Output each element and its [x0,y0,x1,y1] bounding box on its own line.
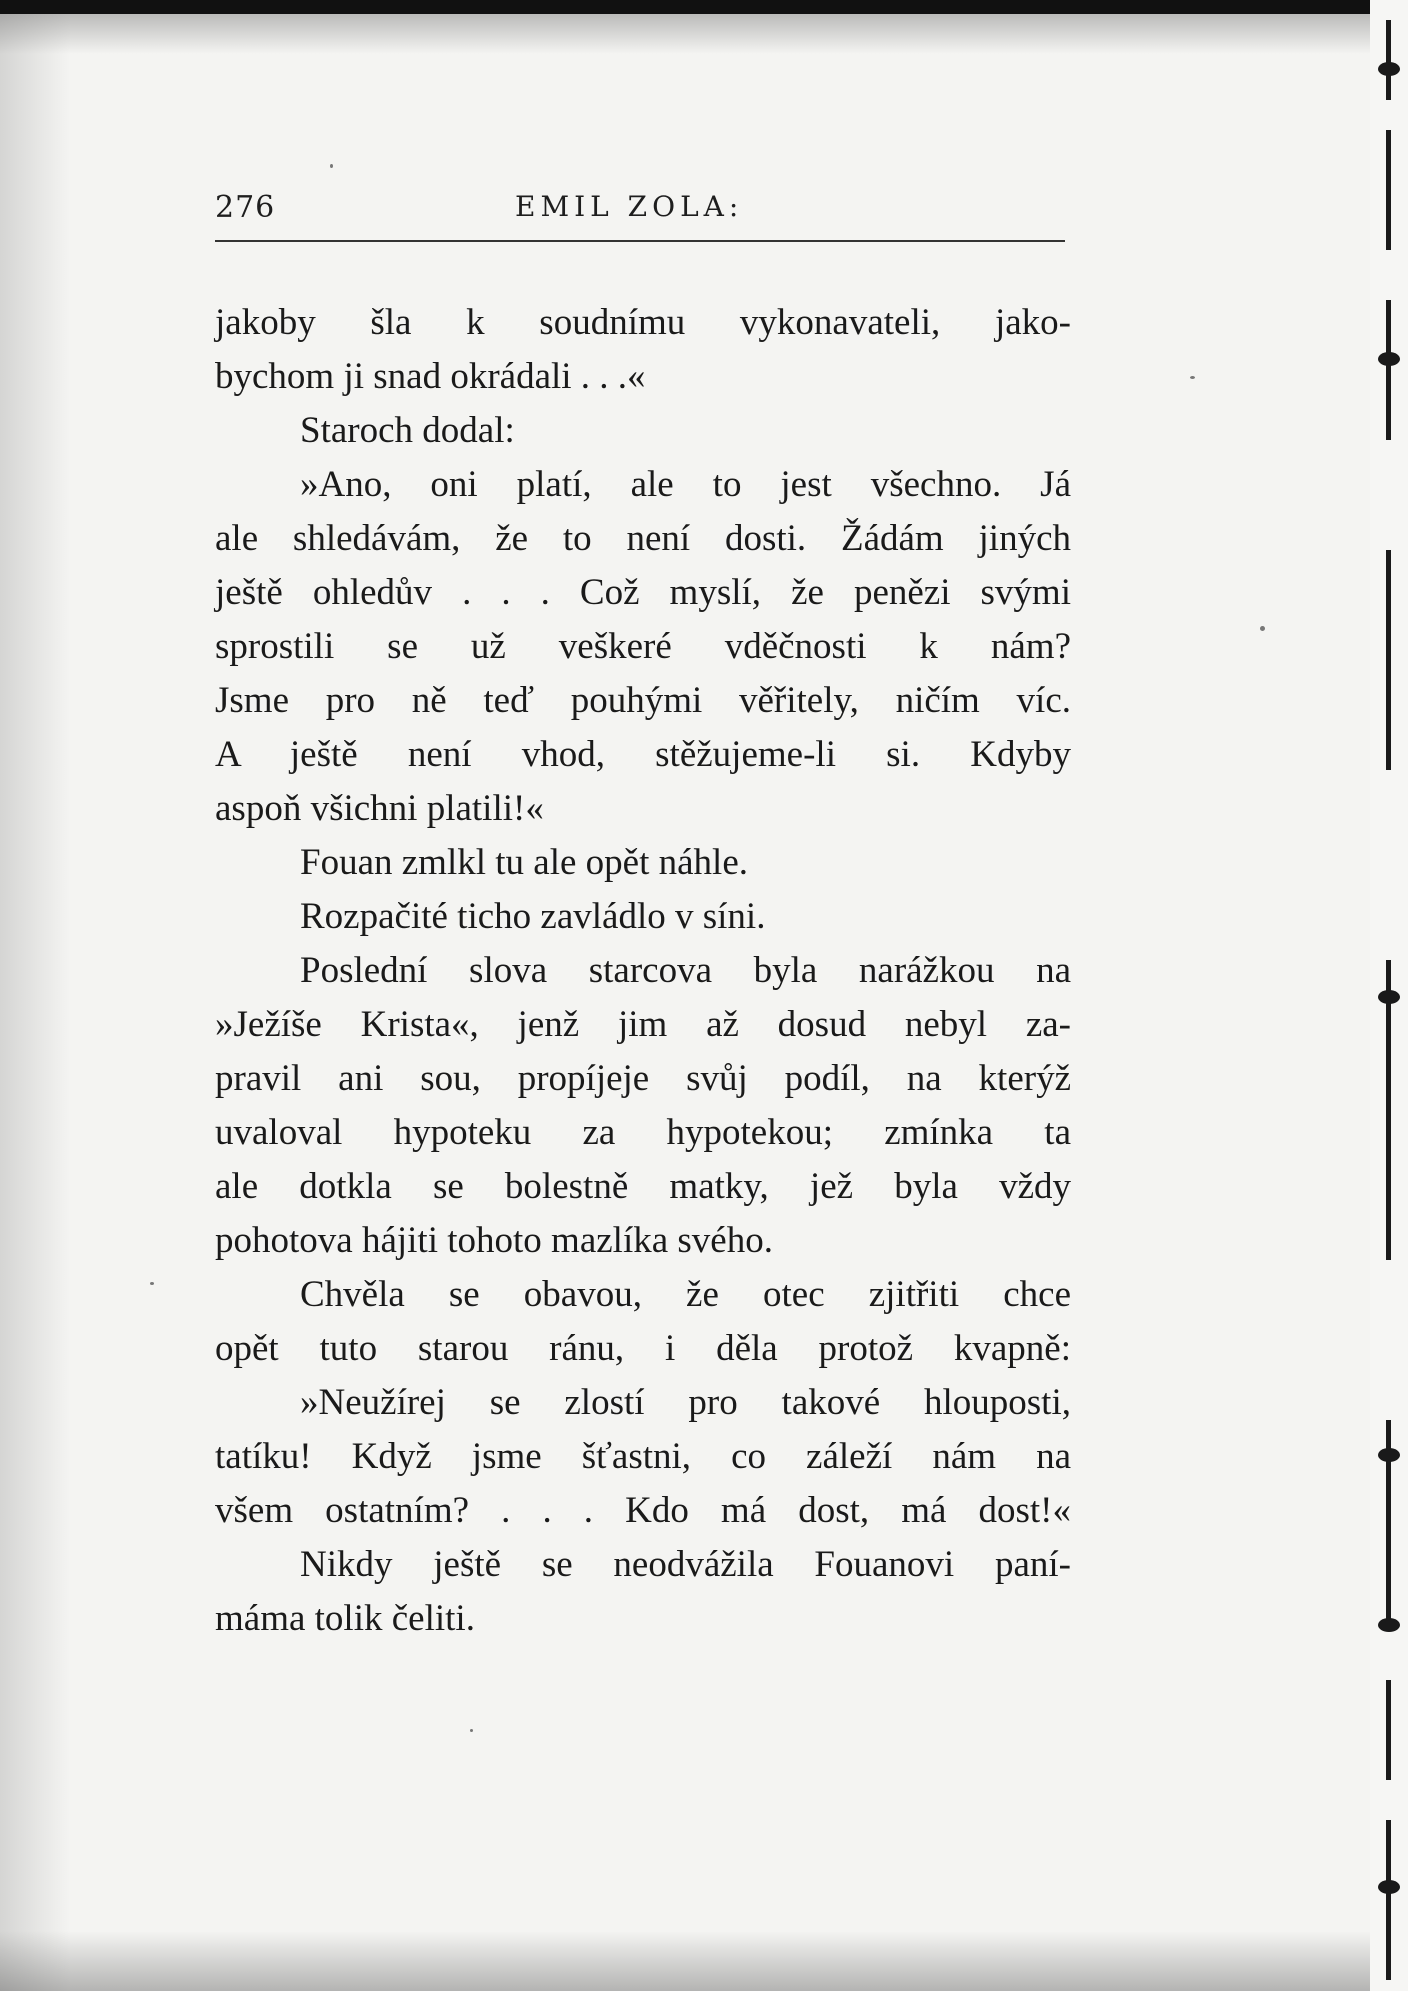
text-line: tatíku! Když jsme šťastni, co záleží nám na [215,1436,1071,1477]
header-rule [215,240,1065,242]
paper-speck [1260,626,1265,631]
text-line: máma tolik čeliti. [215,1598,475,1639]
text-line: Rozpačité ticho zavládlo v síni. [300,896,766,937]
text-line: Nikdy ještě se neodvážila Fouanovi paní- [300,1544,1071,1585]
binding-thread [1386,300,1391,440]
text-line: všem ostatním? . . . Kdo má dost, má dost!« [215,1490,1071,1531]
text-line: Chvěla se obavou, že otec zjitřiti chce [300,1274,1071,1315]
page-shadow-left [0,14,70,1991]
text-line: A ještě není vhod, stěžujeme-li si. Kdyby [215,734,1071,775]
binding-thread [1386,550,1391,770]
text-line: Poslední slova starcova byla narážkou na [300,950,1071,991]
binding-thread [1386,130,1391,250]
paper-speck [1190,376,1195,379]
paper-speck [470,1729,473,1732]
body-text [215,296,1071,1646]
binding-knot [1378,352,1400,366]
text-line: bychom ji snad okrádali . . .« [215,356,646,397]
binding-knot [1378,62,1400,76]
page-shadow-bottom [0,1931,1370,1991]
binding-strip [1370,0,1408,1991]
binding-knot [1378,990,1400,1004]
text-line: opět tuto starou ránu, i děla protož kvapně: [215,1328,1071,1369]
binding-knot [1378,1448,1400,1462]
text-line: uvaloval hypoteku za hypotekou; zmínka ta [215,1112,1071,1153]
text-line: aspoň všichni platili!« [215,788,544,829]
page-shadow-top [0,14,1370,54]
binding-thread [1386,1820,1391,1980]
text-line: pravil ani sou, propíjeje svůj podíl, na kterýž [215,1058,1071,1099]
text-line: »Ano, oni platí, ale to jest všechno. Já [300,464,1071,505]
text-line: jakoby šla k soudnímu vykonavateli, jako- [215,302,1071,343]
text-line: ale shledávám, že to není dosti. Žádám jiných [215,518,1071,559]
running-title: EMIL ZOLA: [515,190,744,223]
binding-thread [1386,20,1391,100]
text-line: »Ježíše Krista«, jenž jim až dosud nebyl za- [215,1004,1071,1045]
text-line: Fouan zmlkl tu ale opět náhle. [300,842,748,883]
text-line: Staroch dodal: [300,410,515,451]
text-line: sprostili se už veškeré vděčnosti k nám? [215,626,1071,667]
binding-knot [1378,1880,1400,1894]
paper-speck [330,164,333,168]
text-line: »Neužírej se zlostí pro takové hlouposti, [300,1382,1071,1423]
paper-speck [150,1282,154,1285]
text-line: pohotova hájiti tohoto mazlíka svého. [215,1220,773,1261]
running-head [215,190,1065,230]
text-line: ale dotkla se bolestně matky, jež byla vždy [215,1166,1071,1207]
binding-knot [1378,1618,1400,1632]
page-number: 276 [215,190,276,225]
binding-thread [1386,1680,1391,1780]
binding-thread [1386,960,1391,1260]
text-line: Jsme pro ně teď pouhými věřitely, ničím víc. [215,680,1071,721]
text-line: ještě ohledův . . . Což myslí, že penězi svými [215,572,1071,613]
